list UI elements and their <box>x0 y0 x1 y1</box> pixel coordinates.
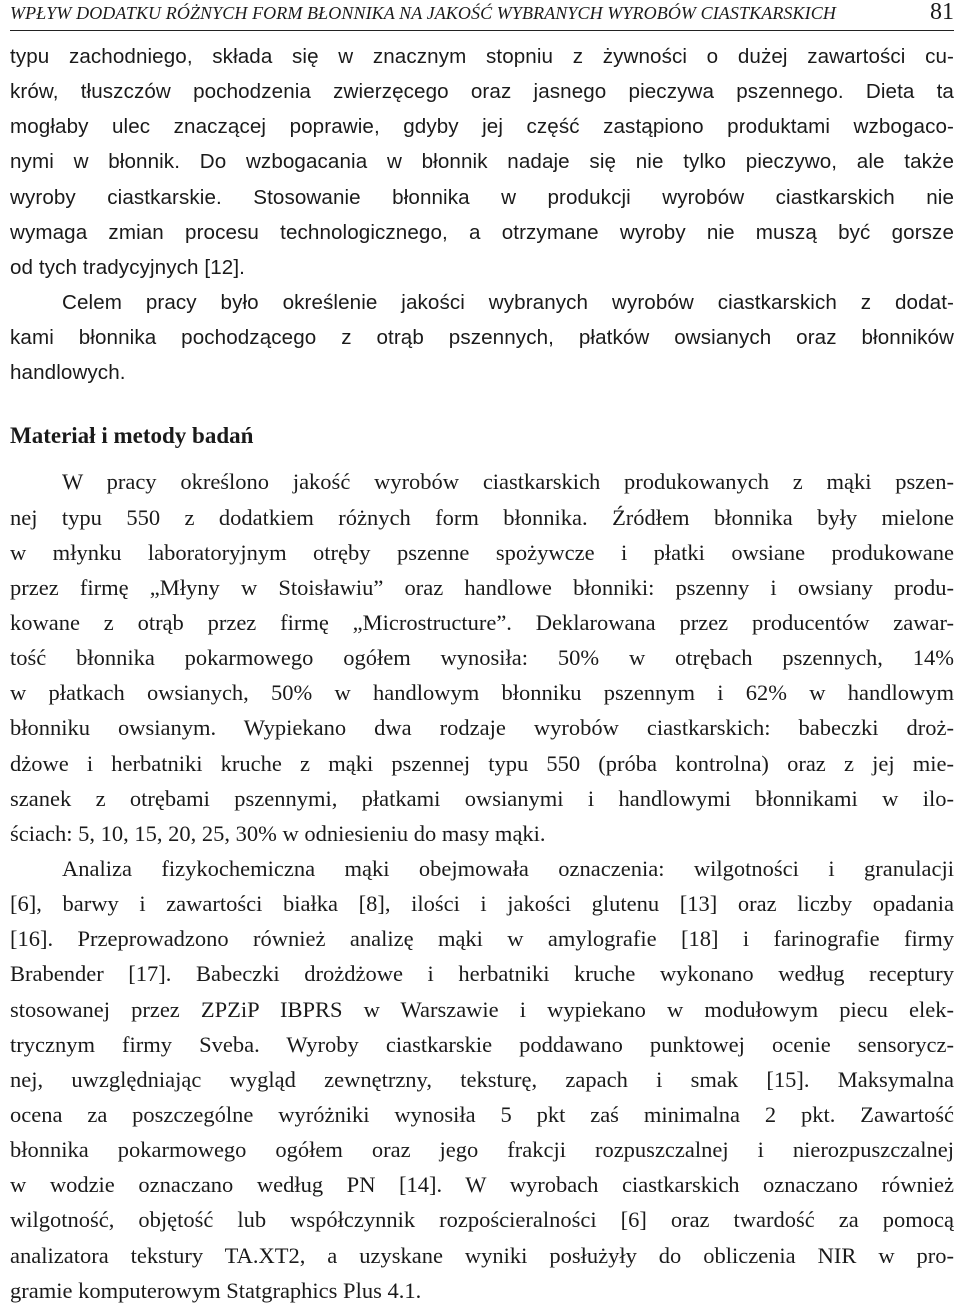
text-line: mogłaby ulec znaczącej poprawie, gdyby jej część zastąpiono produktami wzbogaco- <box>10 115 954 139</box>
text-line: W pracy określono jakość wyrobów ciastkarskich produkowanych z mąki pszen- <box>62 469 954 495</box>
text-line: handlowych. <box>10 361 126 385</box>
text-line: w płatkach owsianych, 50% w handlowym błonniku pszennym i 62% w handlowym <box>10 680 954 706</box>
page-number: 81 <box>930 0 954 25</box>
text-line: dżowe i herbatniki kruche z mąki pszennej typu 550 (próba kontrolna) oraz z jej mie- <box>10 750 954 776</box>
text-line: w młynku laboratoryjnym otręby pszenne spożywcze i płatki owsiane produkowane <box>10 539 954 565</box>
text-line: krów, tłuszczów pochodzenia zwierzęcego oraz jasnego pieczywa pszennego. Dieta ta <box>10 80 954 104</box>
methods-paragraph <box>10 464 954 851</box>
text-line: tość błonnika pokarmowego ogółem wynosiła: 50% w otrębach pszennych, 14% <box>10 645 954 671</box>
text-line: [6], barwy i zawartości białka [8], ilości i jakości glutenu [13] oraz liczby opadania <box>10 891 954 917</box>
text-line: od tych tradycyjnych [12]. <box>10 255 245 279</box>
text-line: stosowanej przez ZPZiP IBPRS w Warszawie i wypiekano w modułowym piecu elek- <box>10 996 954 1022</box>
page-body <box>10 39 954 1308</box>
text-line: kowane z otrąb przez firmę „Microstructure”. Deklarowana przez producentów zawar- <box>10 609 954 635</box>
text-line: typu zachodniego, składa się w znacznym stopniu z żywności o dużej zawartości cu- <box>10 45 954 68</box>
text-line: nymi w błonnik. Do wzbogacania w błonnik nadaje się nie tylko pieczywo, ale także <box>10 150 954 174</box>
running-header <box>10 0 954 31</box>
aim-paragraph <box>10 285 954 390</box>
section-heading: Materiał i metody badań <box>10 423 254 449</box>
text-line: Analiza fizykochemiczna mąki obejmowała oznaczenia: wilgotności i granulacji <box>62 855 954 881</box>
intro-paragraph <box>10 39 954 285</box>
text-line: trycznym firmy Sveba. Wyroby ciastkarskie poddawano punktowej ocenie sensorycz- <box>10 1031 954 1057</box>
text-line: błonniku owsianym. Wypiekano dwa rodzaje wyrobów ciastkarskich: babeczki droż- <box>10 715 954 741</box>
text-line: wymaga zmian procesu technologicznego, a otrzymane wyroby nie muszą być gorsze <box>10 220 954 244</box>
running-title: WPŁYW DODATKU RÓŻNYCH FORM BŁONNIKA NA JAKOŚĆ WYBRANYCH WYROBÓW CIASTKARSKICH <box>10 3 836 23</box>
text-line: nej typu 550 z dodatkiem różnych form błonnika. Źródłem błonnika były mielone <box>10 504 954 530</box>
text-line: analizatora tekstury TA.XT2, a uzyskane wyniki posłużyły do obliczenia NIR w pro- <box>10 1242 954 1268</box>
text-line: ściach: 5, 10, 15, 20, 25, 30% w odniesieniu do masy mąki. <box>10 820 546 846</box>
text-line: wilgotność, objętość lub współczynnik rozpościeralności [6] oraz twardość za pomocą <box>10 1207 954 1233</box>
text-line: gramie komputerowym Statgraphics Plus 4.1. <box>10 1277 422 1303</box>
text-line: Brabender [17]. Babeczki drożdżowe i herbatniki kruche wykonano według receptury <box>10 961 954 987</box>
text-line: przez firmę „Młyny w Stoisławiu” oraz handlowe błonniki: pszenny i owsiany produ- <box>10 574 954 600</box>
analysis-paragraph <box>10 851 954 1308</box>
text-line: nej, uwzględniając wygląd zewnętrzny, teksturę, zapach i smak [15]. Maksymalna <box>10 1066 954 1092</box>
text-line: szanek z otrębami pszennymi, płatkami owsianymi i handlowymi błonnikami w ilo- <box>10 785 954 811</box>
text-line: kami błonnika pochodzącego z otrąb pszennych, płatków owsianych oraz błonników <box>10 326 954 350</box>
text-line: Celem pracy było określenie jakości wybranych wyrobów ciastkarskich z dodat- <box>62 290 954 314</box>
text-line: wyroby ciastkarskie. Stosowanie błonnika w produkcji wyrobów ciastkarskich nie <box>10 185 954 209</box>
text-line: błonnika pokarmowego ogółem oraz jego frakcji rozpuszczalnej i nierozpuszczalnej <box>10 1137 954 1163</box>
text-line: w wodzie oznaczano według PN [14]. W wyrobach ciastkarskich oznaczano również <box>10 1172 954 1198</box>
text-line: ocena za poszczególne wyróżniki wynosiła 5 pkt zaś minimalna 2 pkt. Zawartość <box>10 1101 954 1127</box>
text-line: [16]. Przeprowadzono również analizę mąki w amylografie [18] i farinografie firmy <box>10 926 954 952</box>
